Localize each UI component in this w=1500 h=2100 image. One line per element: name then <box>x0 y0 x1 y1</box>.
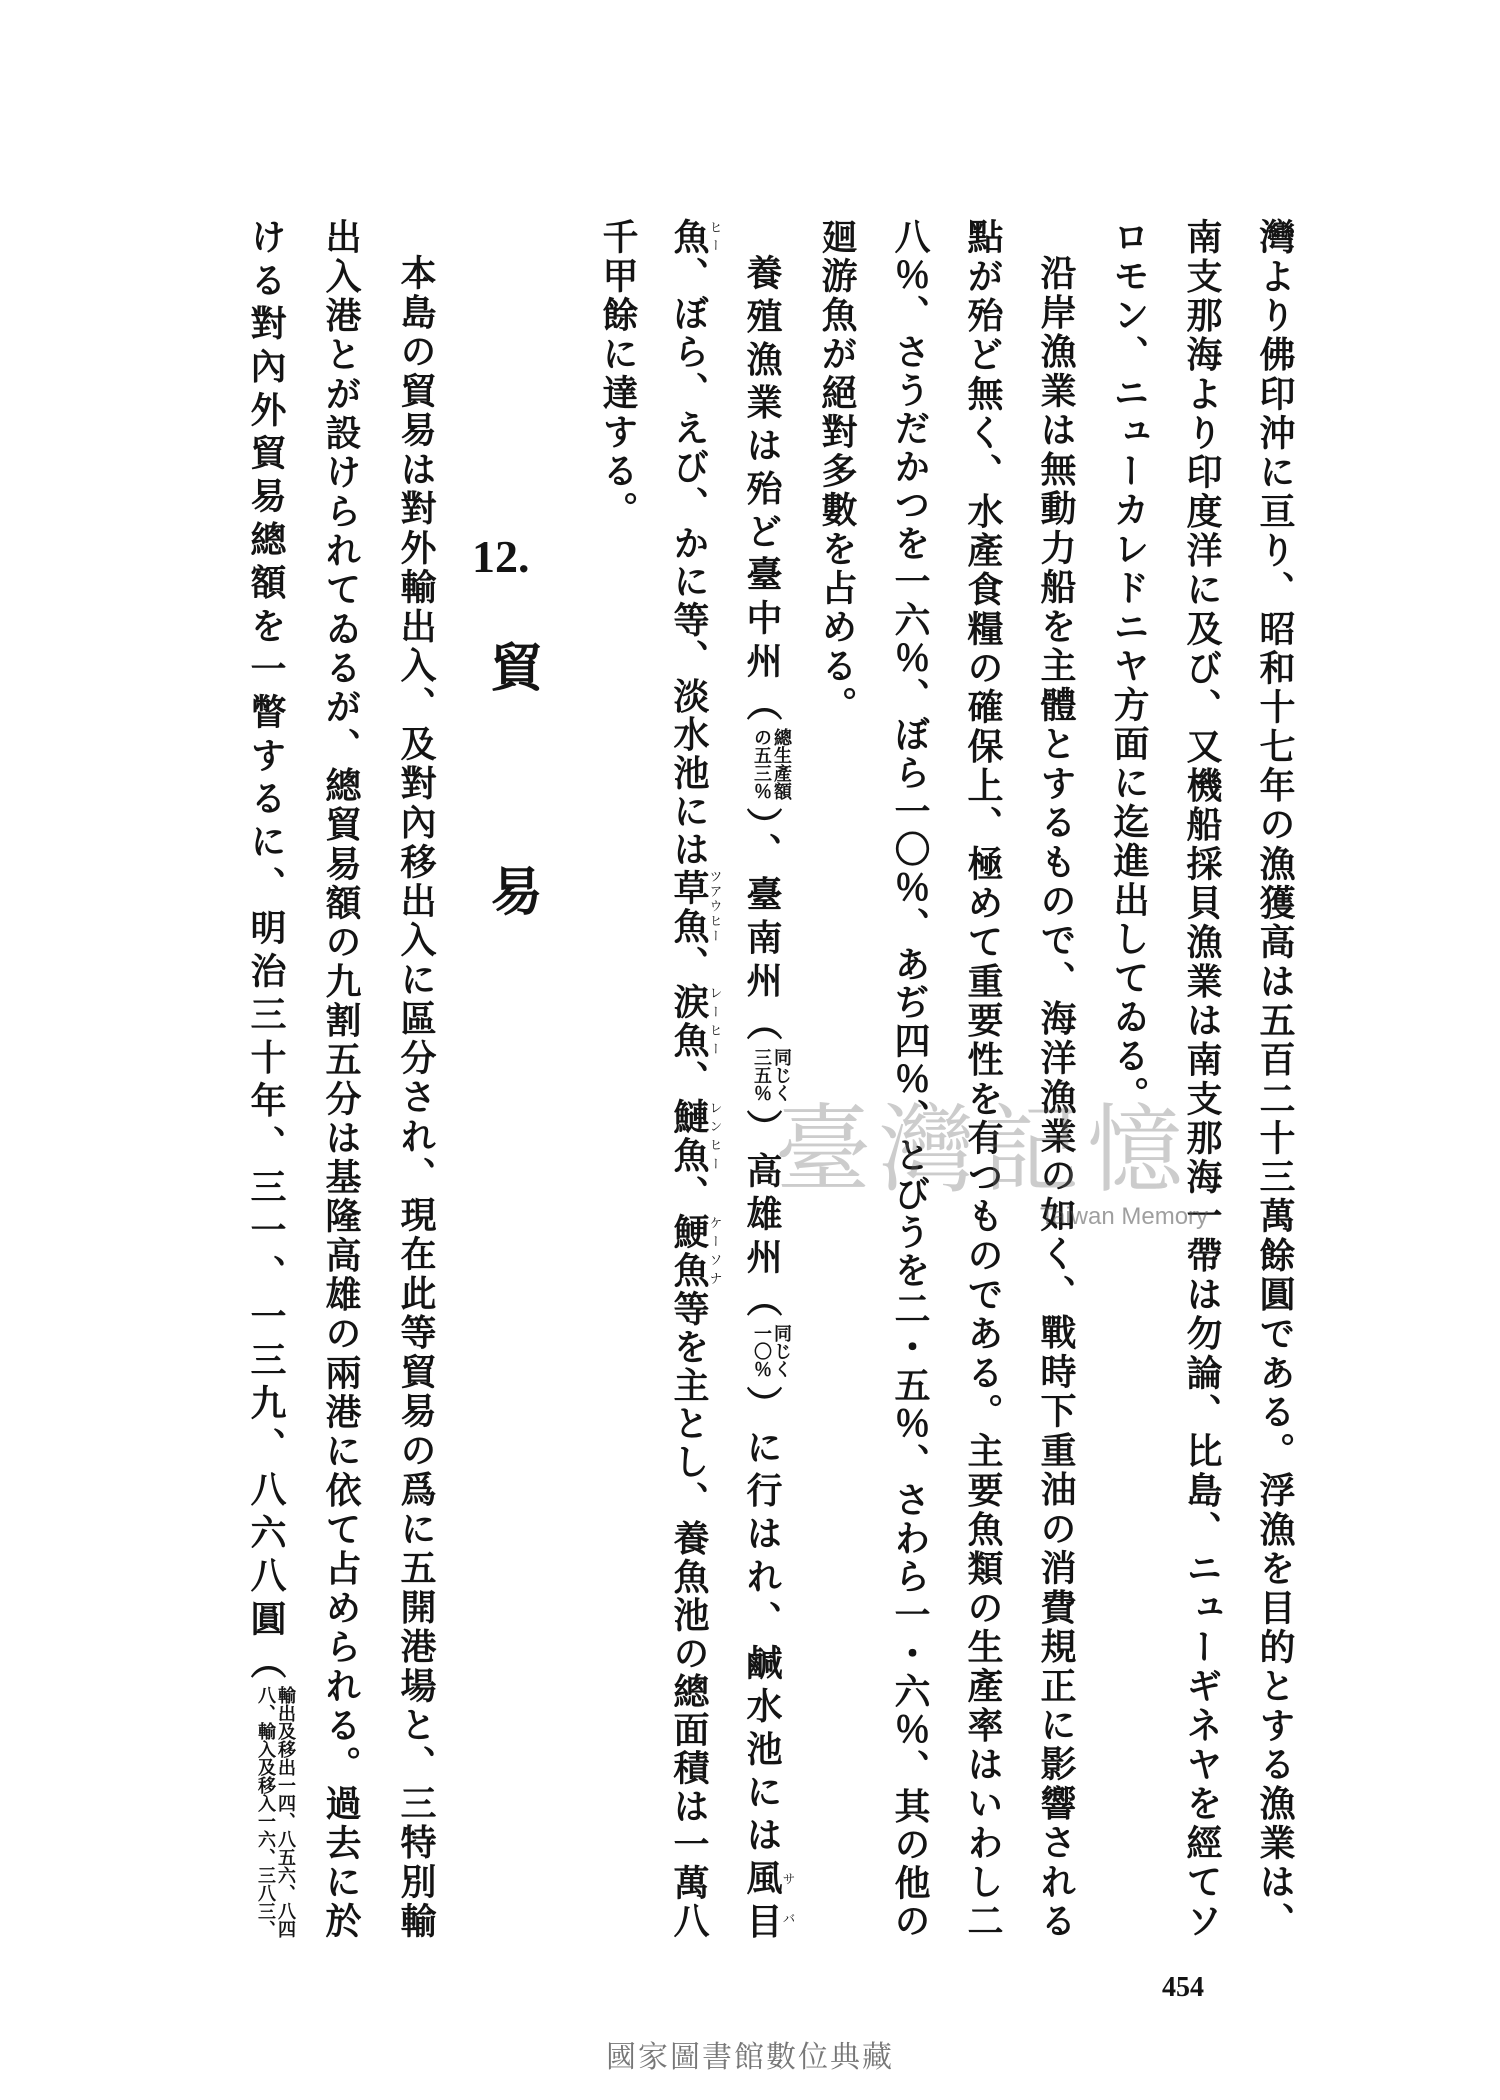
text-run: 、 <box>668 1060 710 1099</box>
text-run: 、 <box>668 945 710 984</box>
inline-note-line: 八、輸入及移入一六、三八三、 <box>255 1686 276 1939</box>
ruby-reading: ツアウヒー <box>706 868 722 943</box>
paren-close: ） <box>741 1378 783 1429</box>
ruby-base: 風目 <box>741 1859 783 1939</box>
ruby-reading: レンヒー <box>706 1098 722 1173</box>
ruby-reading: ヒー <box>706 218 722 255</box>
watermark-subtitle: Taiwan Memory <box>1040 1203 1209 1230</box>
paren-open: （ <box>741 1280 783 1325</box>
paren-open: （ <box>741 1004 783 1048</box>
text-run: 、 <box>668 1174 710 1214</box>
text-column: 沿岸漁業は無動力船を主體とするもので、海洋漁業の如く、戰時下重油の消費規正に影響される <box>1035 254 1077 1938</box>
ruby-reading: ケーソナ <box>706 1213 722 1288</box>
watermark-logo: 臺灣記憶 <box>775 1094 1191 1206</box>
text-column-last <box>236 218 296 1938</box>
inline-note-line: の五三％ <box>751 727 772 800</box>
inline-note <box>751 728 791 800</box>
ruby-base: 鰱魚 <box>668 1098 710 1175</box>
paren-open: （ <box>741 684 783 728</box>
text-run: 、臺南州 <box>741 832 783 1005</box>
text-run: に行はれ、鹹水池には <box>741 1428 783 1859</box>
ruby-word <box>668 1098 722 1175</box>
inline-note-line: 一〇％ <box>751 1324 772 1379</box>
text-column: 灣より佛印沖に亘り、昭和十七年の漁獲高は五百二十三萬餘圓である。浮漁を目的とする漁業は、 <box>1254 218 1296 1938</box>
section-title: 貿 易 <box>481 640 542 976</box>
section-number: 12. <box>472 531 530 582</box>
aquaculture-column-1 <box>734 218 794 1938</box>
text-column: 南支那海より印度洋に及び、又機船採貝漁業は南支那海一帶は勿論、比島、ニューギネヤを經てソ <box>1181 218 1223 1939</box>
text-column: 點が殆ど無く、水產食糧の確保上、極めて重要性を有つものである。主要魚類の生產率はいわし二 <box>962 218 1004 1938</box>
ruby-base: 涙魚 <box>668 983 710 1061</box>
text-column: ロモン、ニューカレドニヤ方面に迄進出してゐる。 <box>1108 218 1150 1115</box>
text-column: 八％、さうだかつを一六％、ぼら一〇％、あぢ四％、とびうを二・五％、さわら一・六％、其の他の <box>889 218 931 1939</box>
paren-close: ） <box>741 1101 783 1152</box>
aquaculture-column-2 <box>661 218 721 1938</box>
inline-note-line: 輸出及移出一四、八五六、八四 <box>275 1686 296 1939</box>
text-run: 養殖漁業は殆ど臺中州 <box>741 254 783 685</box>
inline-note <box>751 1324 791 1378</box>
aquaculture-column-3: 千甲餘に達する。 <box>597 218 639 530</box>
ruby-base: 魚 <box>668 218 710 257</box>
ruby-word <box>668 218 722 257</box>
text-column: 出入港とが設けられてゐるが、總貿易額の九割五分は基隆高雄の兩港に依て占められる。過去に於 <box>320 218 362 1939</box>
archive-footer: 國家圖書館數位典藏 <box>606 2040 894 2075</box>
inline-note-line: 同じく <box>771 1047 792 1102</box>
inline-note-line: 總生產額 <box>771 727 792 800</box>
page-number: 454 <box>1162 1972 1204 2003</box>
text-run: ける對內外貿易總額を一瞥するに、明治三十年、三一、一三九、八六八圓 <box>245 218 287 1643</box>
ruby-word <box>668 868 722 946</box>
inline-note-line: 同じく <box>771 1324 792 1379</box>
paren-open: （ <box>245 1642 287 1687</box>
text-run: 、ぼら、えび、かに等、淡水池には <box>668 256 710 869</box>
ruby-base: 鯁魚 <box>668 1213 710 1290</box>
ruby-word <box>668 1213 722 1290</box>
ruby-reading: レーヒー <box>706 983 722 1058</box>
text-run: 等を主とし、養魚池の總面積は一萬八 <box>668 1289 710 1939</box>
text-run: 高雄州 <box>741 1151 783 1281</box>
ruby-word <box>668 983 722 1061</box>
inline-note-line: 三五％ <box>751 1047 772 1102</box>
paren-close: ） <box>741 799 783 833</box>
text-column: 廻游魚が絕對多數を占める。 <box>816 218 858 725</box>
inline-note <box>255 1686 295 1938</box>
text-column: 本島の貿易は對外輸出入、及對內移出入に區分され、現在此等貿易の爲に五開港場と、三特別輸 <box>395 254 437 1938</box>
ruby-word <box>741 1859 795 1939</box>
ruby-reading: サバ <box>779 1859 795 1939</box>
ruby-base: 草魚 <box>668 868 710 946</box>
